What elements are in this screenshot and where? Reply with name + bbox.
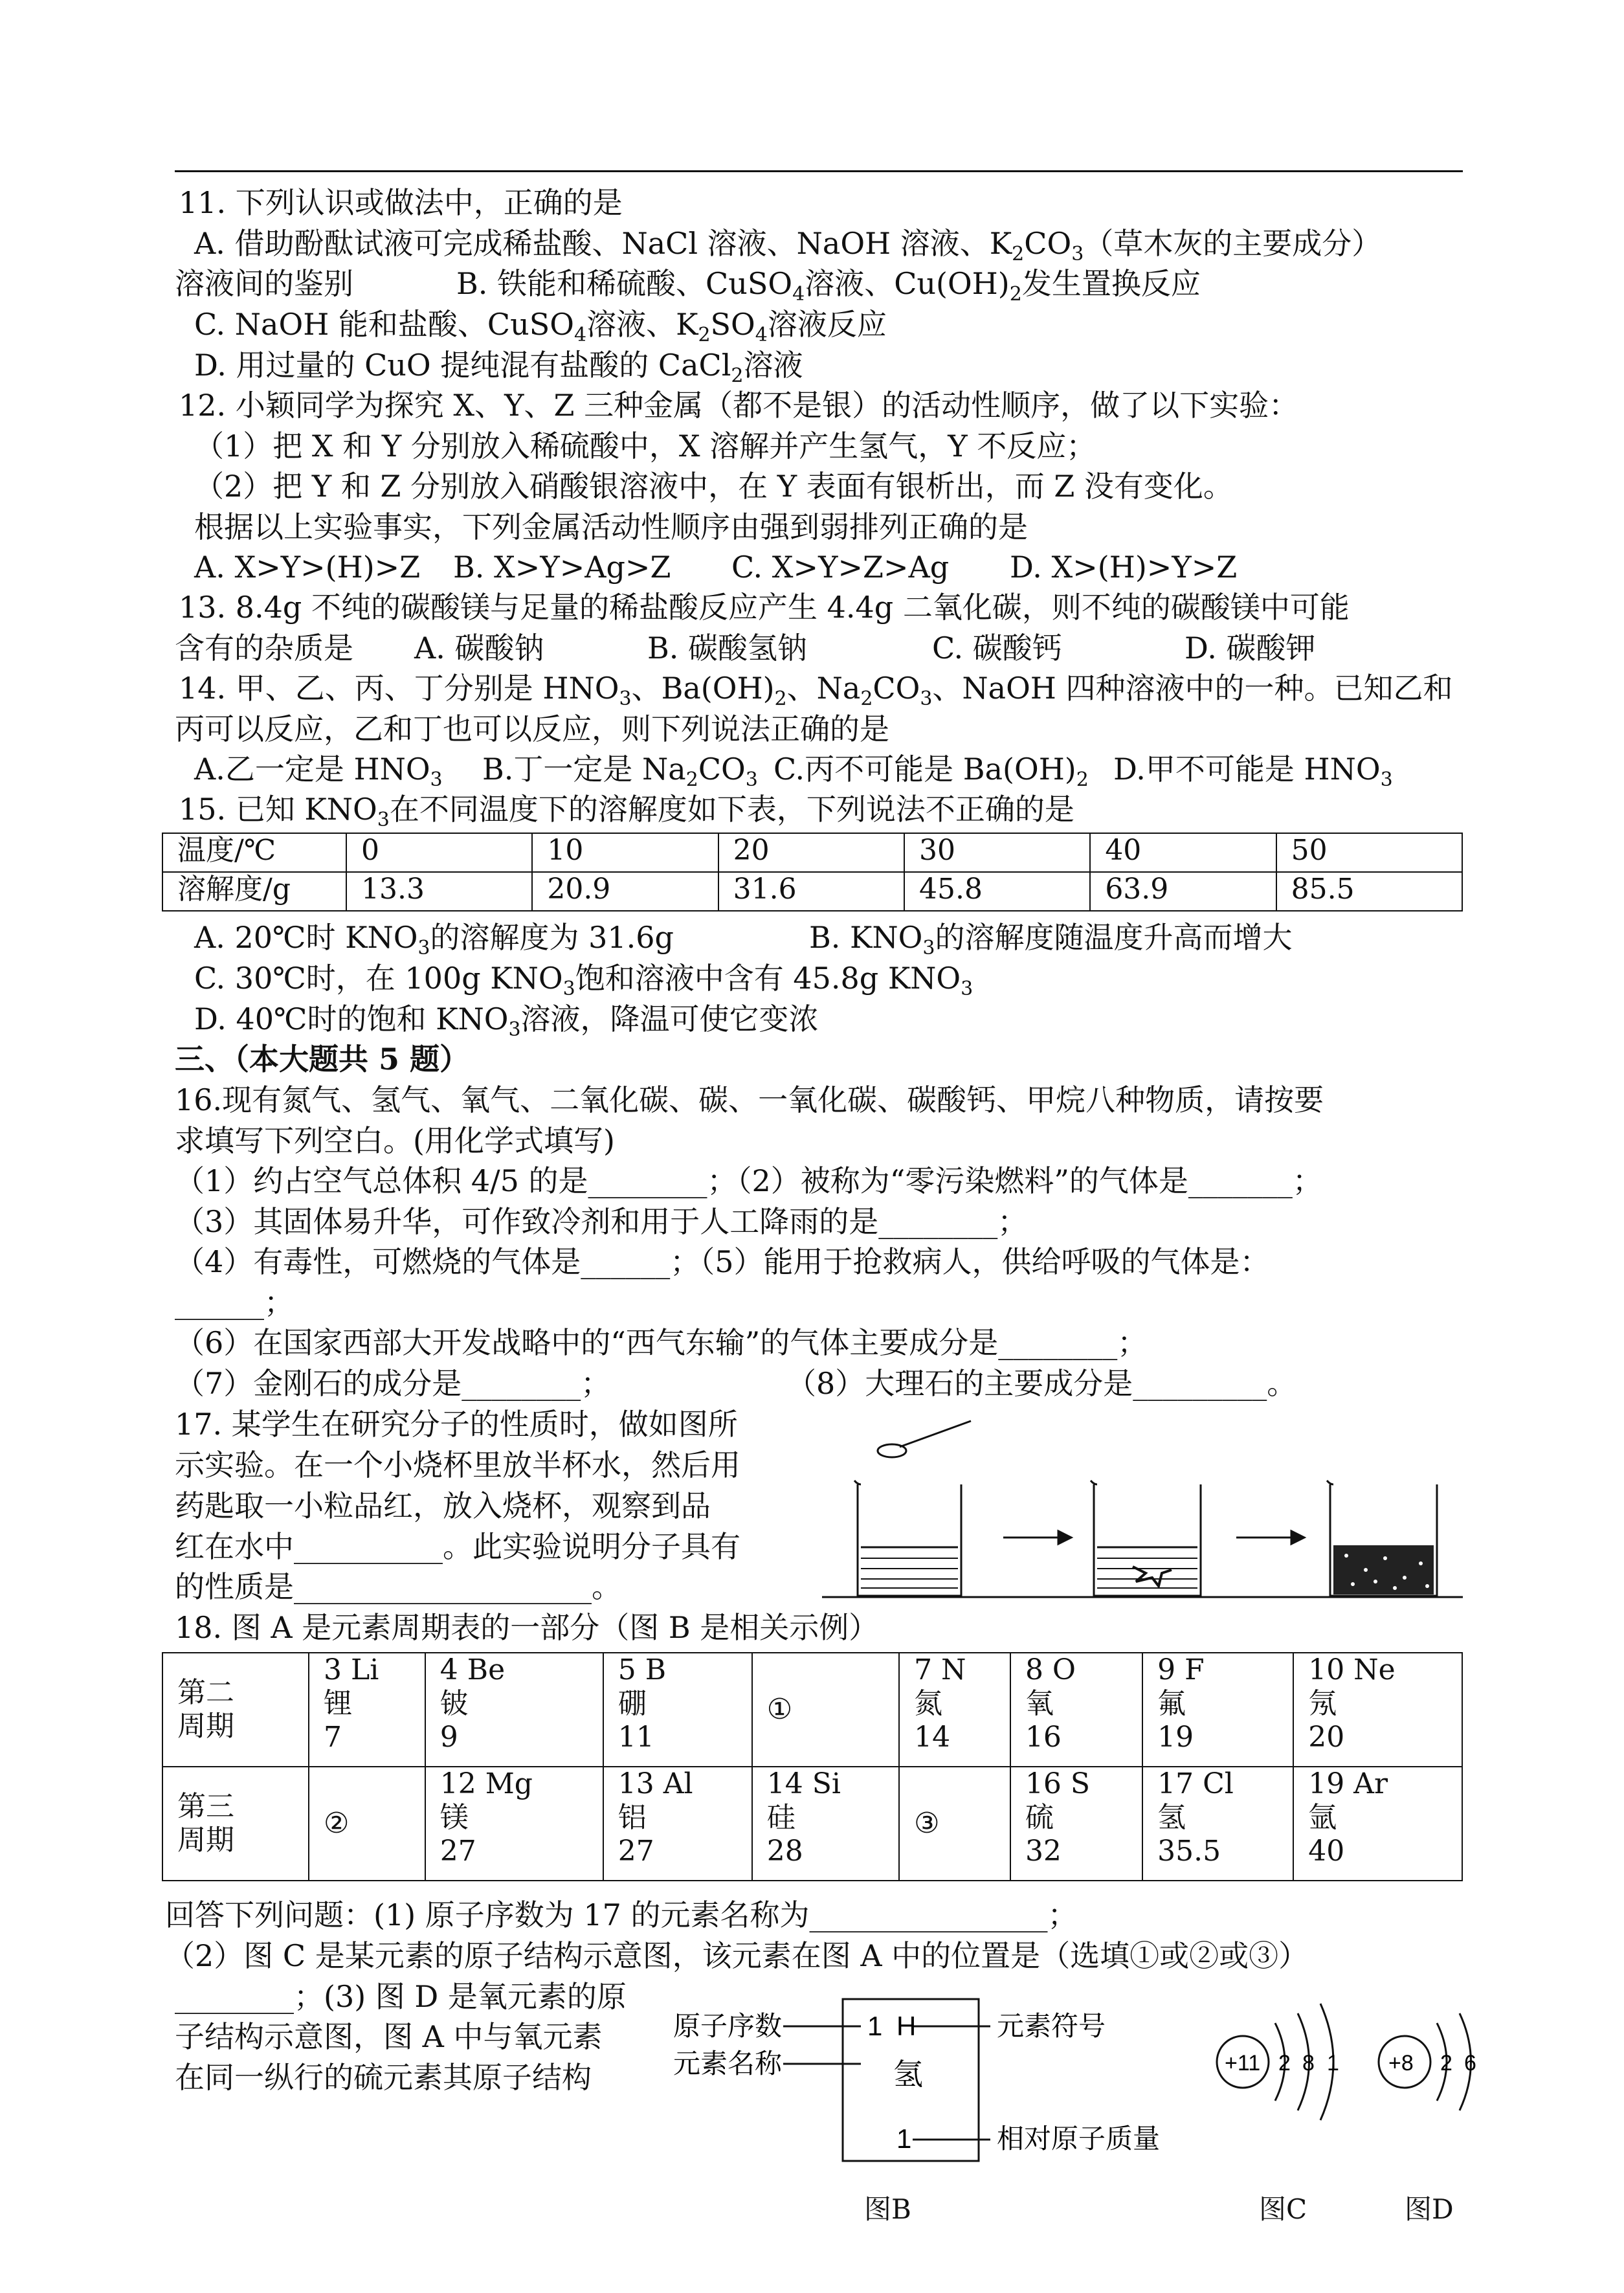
nucleus-charge: +11 — [1225, 2051, 1261, 2075]
q17-line5: 的性质是____________________。 — [175, 1569, 621, 1604]
q12-step1: （1）把 X 和 Y 分别放入稀硫酸中，X 溶解并产生氢气，Y 不反应； — [194, 429, 1096, 464]
example-name: 氢 — [893, 2057, 923, 2091]
table-cell: 13.3 — [346, 872, 532, 911]
q16-line2: 求填写下列空白。(用化学式填写) — [175, 1123, 615, 1158]
q15-stem: 15. 已知 $KNO_3$在不同温度下的溶解度如下表，下列说法不正确的是 — [179, 792, 1074, 832]
q14-line1: 14. 甲、乙、丙、丁分别是 $HNO_3$、$Ba(OH)_2$、$Na_2CO_3$、NaOH 四种溶液中的一种。已知乙和 — [179, 671, 1453, 711]
example-number: 1 — [867, 2011, 883, 2041]
element-cell: 9 F 氟 19 — [1142, 1653, 1293, 1767]
figure-c-caption: 图C — [1259, 2193, 1307, 2225]
q17-line3: 药匙取一小粒品红，放入烧杯，观察到品 — [175, 1488, 711, 1523]
element-cell: 4 Be 铍 9 — [425, 1653, 603, 1767]
element-cell: 10 Ne 氖 20 — [1293, 1653, 1462, 1767]
blank-marker-1: ① — [752, 1653, 899, 1767]
q18-answer3b: 子结构示意图，图 A 中与氧元素 — [175, 2019, 603, 2054]
q12-stem: 12. 小颖同学为探究 X、Y、Z 三种金属（都不是银）的活动性顺序，做了以下实验： — [179, 388, 1299, 423]
element-cell: 16 S 硫 32 — [1010, 1767, 1142, 1881]
q14-option-a: A.乙一定是 $HNO_3$ — [194, 752, 443, 792]
label-atomic-mass: 相对原子质量 — [997, 2123, 1161, 2154]
table-cell: 45.8 — [904, 872, 1090, 911]
figure-c-atom-structure — [1210, 1994, 1359, 2130]
table-cell: 30 — [904, 833, 1090, 872]
period-2-label: 第二 周期 — [162, 1653, 309, 1767]
q18-answer2: （2）图 C 是某元素的原子结构示意图，该元素在图 A 中的位置是（选填①或②或③） — [165, 1938, 1309, 1973]
table-cell: 50 — [1276, 833, 1462, 872]
q18-answer1: 回答下列问题：(1) 原子序数为 17 的元素名称为________________； — [165, 1897, 1078, 1932]
nucleus-charge: +8 — [1388, 2051, 1414, 2075]
q16-part8: （8）大理石的主要成分是_________。 — [786, 1366, 1297, 1401]
q16-part7: （7）金刚石的成分是________； — [175, 1366, 611, 1401]
element-cell: 13 Al 铝 27 — [603, 1767, 752, 1881]
dye-particle — [1133, 1567, 1172, 1586]
shell-1-count: 2 — [1278, 2051, 1291, 2075]
table-cell: 31.6 — [718, 872, 904, 911]
element-cell: 12 Mg 镁 27 — [425, 1767, 603, 1881]
q16-part1-2: （1）约占空气总体积 4/5 的是________；（2）被称为“零污染燃料”的气体是_______； — [175, 1163, 1322, 1198]
table-cell: 0 — [346, 833, 532, 872]
element-cell: 7 N 氮 14 — [899, 1653, 1010, 1767]
q16-part4-5: （4）有毒性，可燃烧的气体是______；（5）能用于抢救病人，供给呼吸的气体是： — [175, 1244, 1270, 1279]
label-element-symbol: 元素符号 — [997, 2011, 1106, 2041]
row-label-solubility: 溶解度/g — [162, 872, 346, 911]
q11-option-a-cont: 溶液间的鉴别 — [175, 266, 353, 301]
spoon-bowl — [878, 1444, 906, 1457]
table-cell: 40 — [1090, 833, 1276, 872]
figure-b-caption: 图B — [864, 2193, 911, 2225]
element-cell: 5 B 硼 11 — [603, 1653, 752, 1767]
table-row — [162, 1767, 1462, 1881]
q16-line1: 16.现有氮气、氢气、氧气、二氧化碳、碳、一氧化碳、碳酸钙、甲烷八种物质，请按要 — [175, 1082, 1324, 1117]
q15-option-d: D. 40℃时的饱和 $KNO_3$溶液，降温可使它变浓 — [194, 1001, 819, 1042]
q12-step2: （2）把 Y 和 Z 分别放入硝酸银溶液中，在 Y 表面有银析出，而 Z 没有变化。 — [194, 469, 1233, 504]
element-cell: 19 Ar 氩 40 — [1293, 1767, 1462, 1881]
q13-option-d: D. 碳酸钾 — [1185, 631, 1316, 666]
diffused-dye — [1333, 1545, 1434, 1594]
q11-option-d: D. 用过量的 CuO 提纯混有盐酸的 CaCl$_2$溶液 — [194, 348, 803, 388]
table-cell: 63.9 — [1090, 872, 1276, 911]
q13-option-c: C. 碳酸钙 — [932, 631, 1062, 666]
shell-1-count: 2 — [1440, 2051, 1452, 2075]
header-rule — [175, 170, 1463, 172]
row-label-temp: 温度/℃ — [162, 833, 346, 872]
q17-line4: 红在水中__________。此实验说明分子具有 — [175, 1529, 740, 1564]
spoon-handle — [900, 1421, 971, 1447]
periodic-table-fragment — [162, 1652, 1463, 1881]
example-symbol: H — [896, 2011, 917, 2041]
element-cell: 17 Cl 氢 35.5 — [1142, 1767, 1293, 1881]
q14-option-c: C.丙不可能是 $Ba(OH)_2$ — [773, 752, 1089, 792]
figure-b-element-card — [673, 1981, 1185, 2169]
element-cell: 8 O 氧 16 — [1010, 1653, 1142, 1767]
element-cell: 3 Li 锂 7 — [309, 1653, 425, 1767]
q13-option-b: B. 碳酸氢钠 — [647, 631, 808, 666]
table-row — [162, 1653, 1462, 1767]
q13-line1: 13. 8.4g 不纯的碳酸镁与足量的稀盐酸反应产生 4.4g 二氧化碳，则不纯的碳酸镁中可能 — [179, 590, 1350, 625]
period-3-label: 第三 周期 — [162, 1767, 309, 1881]
blank-marker-3: ③ — [899, 1767, 1010, 1881]
table-cell: 20 — [718, 833, 904, 872]
shell-2-count: 8 — [1302, 2051, 1315, 2075]
table-cell: 10 — [532, 833, 718, 872]
blank-marker-2: ② — [309, 1767, 425, 1881]
q11-option-c: C. NaOH 能和盐酸、CuSO$_4$溶液、$K_2SO_4$溶液反应 — [194, 307, 887, 347]
q15-option-c: C. 30℃时，在 100g $KNO_3$饱和溶液中含有 45.8g $KNO_3$ — [194, 961, 973, 1001]
table-cell: 85.5 — [1276, 872, 1462, 911]
q18-answer3c: 在同一纵行的硫元素其原子结构 — [175, 2060, 592, 2095]
element-cell: 14 Si 硅 28 — [752, 1767, 899, 1881]
q11-option-b: B. 铁能和稀硫酸、CuSO$_4$溶液、$Cu(OH)_2$发生置换反应 — [456, 266, 1201, 306]
label-atomic-number: 原子序数 — [673, 2011, 783, 2041]
q13-line2: 含有的杂质是 — [175, 631, 353, 666]
q16-part5-blank: ______； — [175, 1285, 294, 1320]
shell-2-count: 6 — [1464, 2051, 1476, 2075]
table-cell: 20.9 — [532, 872, 718, 911]
q14-option-b: B.丁一定是 $Na_2CO_3$ — [482, 752, 758, 792]
q14-line2: 丙可以反应，乙和丁也可以反应，则下列说法正确的是 — [175, 711, 889, 746]
q14-option-d: D.甲不可能是 $HNO_3$ — [1113, 752, 1393, 792]
q15-option-b: B. $KNO_3$的溶解度随温度升高而增大 — [809, 920, 1293, 960]
q18-stem: 18. 图 A 是元素周期表的一部分（图 B 是相关示例） — [175, 1610, 879, 1645]
q12-question: 根据以上实验事实，下列金属活动性顺序由强到弱排列正确的是 — [194, 509, 1028, 544]
table-row — [162, 833, 1462, 872]
section-3-heading: 三、（本大题共 5 题） — [175, 1042, 470, 1077]
table-row — [162, 872, 1462, 911]
q12-option-c: C. X>Y>Z>Ag — [731, 550, 950, 585]
q17-line2: 示实验。在一个小烧杯里放半杯水，然后用 — [175, 1448, 740, 1482]
q16-part6: （6）在国家西部大开发战略中的“西气东输”的气体主要成分是________； — [175, 1325, 1148, 1360]
q12-option-d: D. X>(H)>Y>Z — [1010, 550, 1238, 585]
q11-stem: 11. 下列认识或做法中，正确的是 — [179, 185, 623, 220]
figure-d-oxygen-atom — [1372, 1994, 1495, 2130]
q17-line1: 17. 某学生在研究分子的性质时，做如图所 — [175, 1407, 738, 1442]
q15-option-a: A. 20℃时 $KNO_3$的溶解度为 31.6g — [194, 920, 674, 960]
q16-part3: （3）其固体易升华，可作致冷剂和用于人工降雨的是________； — [175, 1204, 1028, 1239]
beaker-diffusion-figure — [822, 1408, 1463, 1609]
q12-option-b: B. X>Y>Ag>Z — [453, 550, 671, 585]
label-element-name: 元素名称 — [673, 2048, 783, 2079]
example-mass: 1 — [896, 2123, 912, 2154]
solubility-table — [162, 833, 1463, 912]
q11-option-a: A. 借助酚酞试液可完成稀盐酸、NaCl 溶液、NaOH 溶液、$K_2CO_3$（草木灰的主要成分） — [194, 226, 1382, 266]
q12-option-a: A. X>Y>(H)>Z — [194, 550, 421, 585]
q13-option-a: A. 碳酸钠 — [414, 631, 544, 666]
q18-answer3a: ________；(3) 图 D 是氧元素的原 — [175, 1979, 627, 2014]
shell-3-count: 1 — [1327, 2051, 1339, 2075]
figure-d-caption: 图D — [1405, 2193, 1454, 2225]
